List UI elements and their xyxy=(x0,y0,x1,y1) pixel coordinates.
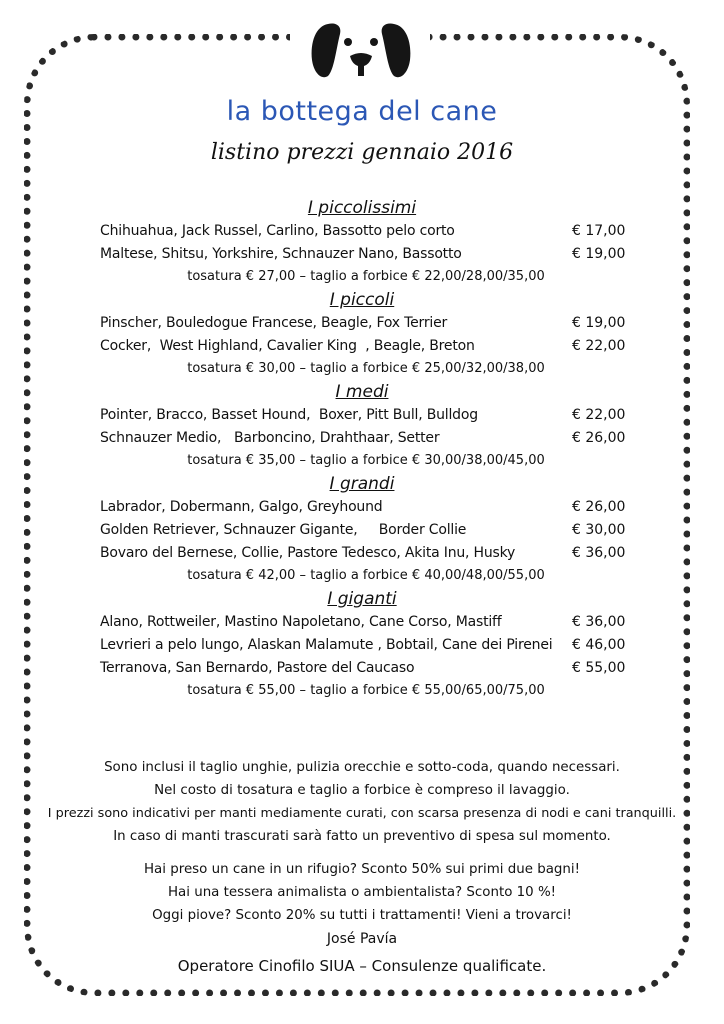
category-title: I giganti xyxy=(327,589,397,609)
category-title: I grandi xyxy=(329,474,395,494)
price-list xyxy=(0,196,724,702)
price-row xyxy=(0,312,724,335)
breed-list: Maltese, Shitsu, Yorkshire, Schnauzer Nano, Bassotto xyxy=(100,246,462,262)
dog-face-icon xyxy=(306,20,416,82)
breed-list: Alano, Rottweiler, Mastino Napoletano, Cane Corso, Mastiff xyxy=(100,614,502,630)
price: € 22,00 xyxy=(572,407,626,423)
price: € 22,00 xyxy=(572,338,626,354)
breed-list: Labrador, Dobermann, Galgo, Greyhound xyxy=(100,499,383,515)
price: € 46,00 xyxy=(572,637,626,653)
breed-list: Levrieri a pelo lungo, Alaskan Malamute , Bobtail, Cane dei Pirenei xyxy=(100,637,553,653)
price: € 36,00 xyxy=(572,545,626,561)
category-medi xyxy=(0,380,724,472)
category-title: I medi xyxy=(335,382,389,402)
price: € 26,00 xyxy=(572,499,626,515)
price: € 26,00 xyxy=(572,430,626,446)
category-title: I piccoli xyxy=(329,290,395,310)
terms-notes xyxy=(0,756,724,848)
grooming-prices: tosatura € 35,00 – taglio a forbice € 30,00/38,00/45,00 xyxy=(187,453,545,468)
promo-line: Hai una tessera animalista o ambientalista? Sconto 10 %! xyxy=(167,885,557,900)
price: € 36,00 xyxy=(572,614,626,630)
promo-line: Hai preso un cane in un rifugio? Sconto 50% sui primi due bagni! xyxy=(143,862,580,877)
price: € 55,00 xyxy=(572,660,626,676)
breed-list: Chihuahua, Jack Russel, Carlino, Bassotto pelo corto xyxy=(100,223,455,239)
grooming-prices: tosatura € 55,00 – taglio a forbice € 55,00/65,00/75,00 xyxy=(187,683,545,698)
category-grandi xyxy=(0,472,724,587)
price: € 17,00 xyxy=(572,223,626,239)
price-list-subtitle: listino prezzi gennaio 2016 xyxy=(210,140,514,165)
breed-list: Schnauzer Medio, Barboncino, Drahthaar, Setter xyxy=(100,430,440,446)
note-line: I prezzi sono indicativi per manti mediamente curati, con scarsa presenza di nodi e cani tranquilli. xyxy=(47,806,677,821)
author-name: José Pavía xyxy=(326,931,398,947)
price: € 19,00 xyxy=(572,246,626,262)
price-row xyxy=(0,220,724,243)
price-row xyxy=(0,542,724,565)
category-giganti xyxy=(0,587,724,702)
category-piccolissimi xyxy=(0,196,724,288)
price-row xyxy=(0,427,724,450)
price: € 30,00 xyxy=(572,522,626,538)
category-piccoli xyxy=(0,288,724,380)
price-row xyxy=(0,243,724,266)
breed-list: Cocker, West Highland, Cavalier King , Beagle, Breton xyxy=(100,338,475,354)
price-row xyxy=(0,634,724,657)
brand-title: la bottega del cane xyxy=(226,96,498,127)
price-row xyxy=(0,404,724,427)
breed-list: Bovaro del Bernese, Collie, Pastore Tedesco, Akita Inu, Husky xyxy=(100,545,516,561)
price-row xyxy=(0,335,724,358)
breed-list: Terranova, San Bernardo, Pastore del Caucaso xyxy=(100,660,415,676)
note-line: In caso di manti trascurati sarà fatto un preventivo di spesa sul momento. xyxy=(113,829,611,844)
grooming-prices: tosatura € 27,00 – taglio a forbice € 22,00/28,00/35,00 xyxy=(187,269,545,284)
price-row xyxy=(0,657,724,680)
author-role: Operatore Cinofilo SIUA – Consulenze qualificate. xyxy=(177,957,547,975)
breed-list: Golden Retriever, Schnauzer Gigante, Border Collie xyxy=(100,522,467,538)
price: € 19,00 xyxy=(572,315,626,331)
price-row xyxy=(0,611,724,634)
note-line: Sono inclusi il taglio unghie, pulizia orecchie e sotto-coda, quando necessari. xyxy=(104,760,620,775)
breed-list: Pointer, Bracco, Basset Hound, Boxer, Pitt Bull, Bulldog xyxy=(100,407,478,423)
price-row xyxy=(0,519,724,542)
price-row xyxy=(0,496,724,519)
promotions xyxy=(0,858,724,927)
category-title: I piccolissimi xyxy=(307,198,417,218)
promo-line: Oggi piove? Sconto 20% su tutti i trattamenti! Vieni a trovarci! xyxy=(152,908,572,923)
breed-list: Pinscher, Bouledogue Francese, Beagle, Fox Terrier xyxy=(100,315,448,331)
note-line: Nel costo di tosatura e taglio a forbice è compreso il lavaggio. xyxy=(154,783,570,798)
grooming-prices: tosatura € 42,00 – taglio a forbice € 40,00/48,00/55,00 xyxy=(187,568,545,583)
grooming-prices: tosatura € 30,00 – taglio a forbice € 25,00/32,00/38,00 xyxy=(187,361,545,376)
